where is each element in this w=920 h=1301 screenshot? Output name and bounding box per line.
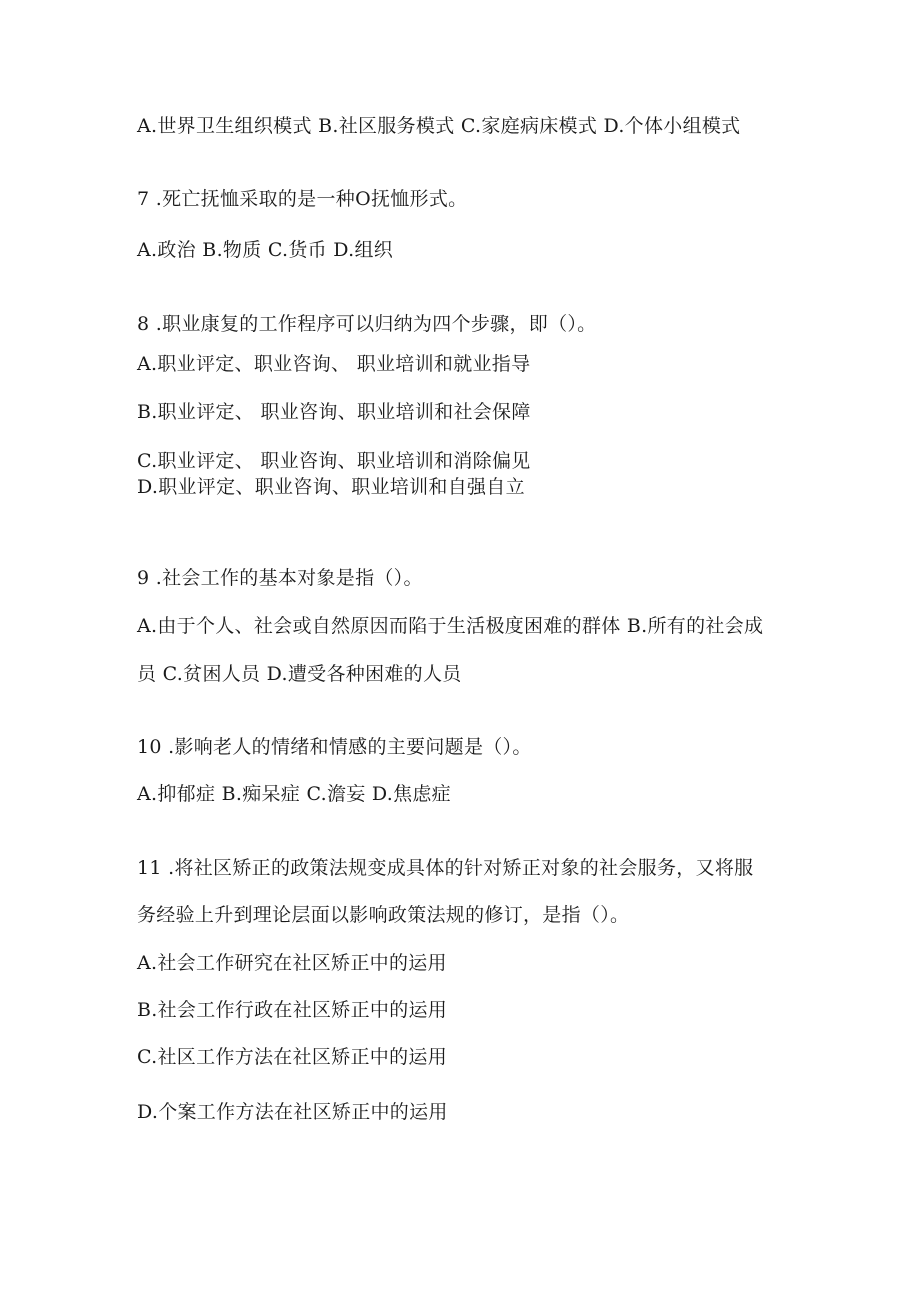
q7-options: A.政治 B.物质 C.货币 D.组织 [137,239,394,261]
q9-options-line1: A.由于个人、社会或自然原因而陷于生活极度困难的群体 B.所有的社会成 [137,615,764,637]
q10-stem: 10 .影响老人的情绪和情感的主要问题是（）。 [137,736,532,758]
q11-option-b: B.社会工作行政在社区矫正中的运用 [137,999,448,1021]
q9-stem: 9 .社会工作的基本对象是指（）。 [137,567,423,589]
q8-option-c: C.职业评定、 职业咨询、职业培训和消除偏见 [137,450,531,472]
q7-stem: 7 .死亡抚恤采取的是一种O抚恤形式。 [137,188,468,210]
q11-option-c: C.社区工作方法在社区矫正中的运用 [137,1046,448,1068]
q11-stem-line1: 11 .将社区矫正的政策法规变成具体的针对矫正对象的社会服务，又将服 [137,857,754,879]
q11-option-d: D.个案工作方法在社区矫正中的运用 [137,1101,448,1123]
q8-option-a: A.职业评定、职业咨询、 职业培训和就业指导 [137,353,531,375]
q11-stem-line2: 务经验上升到理论层面以影响政策法规的修订，是指（）。 [137,904,630,926]
q11-option-a: A.社会工作研究在社区矫正中的运用 [137,952,447,974]
q8-option-b: B.职业评定、 职业咨询、职业培训和社会保障 [137,401,531,423]
q8-stem: 8 .职业康复的工作程序可以归纳为四个步骤，即（）。 [137,313,597,335]
q8-option-d: D.职业评定、职业咨询、职业培训和自强自立 [137,476,525,498]
q6-options: A.世界卫生组织模式 B.社区服务模式 C.家庭病床模式 D.个体小组模式 [137,115,741,137]
q9-options-line2: 员 C.贫困人员 D.遭受各种困难的人员 [137,663,462,685]
q10-options: A.抑郁症 B.痴呆症 C.澹妄 D.焦虑症 [137,783,451,805]
